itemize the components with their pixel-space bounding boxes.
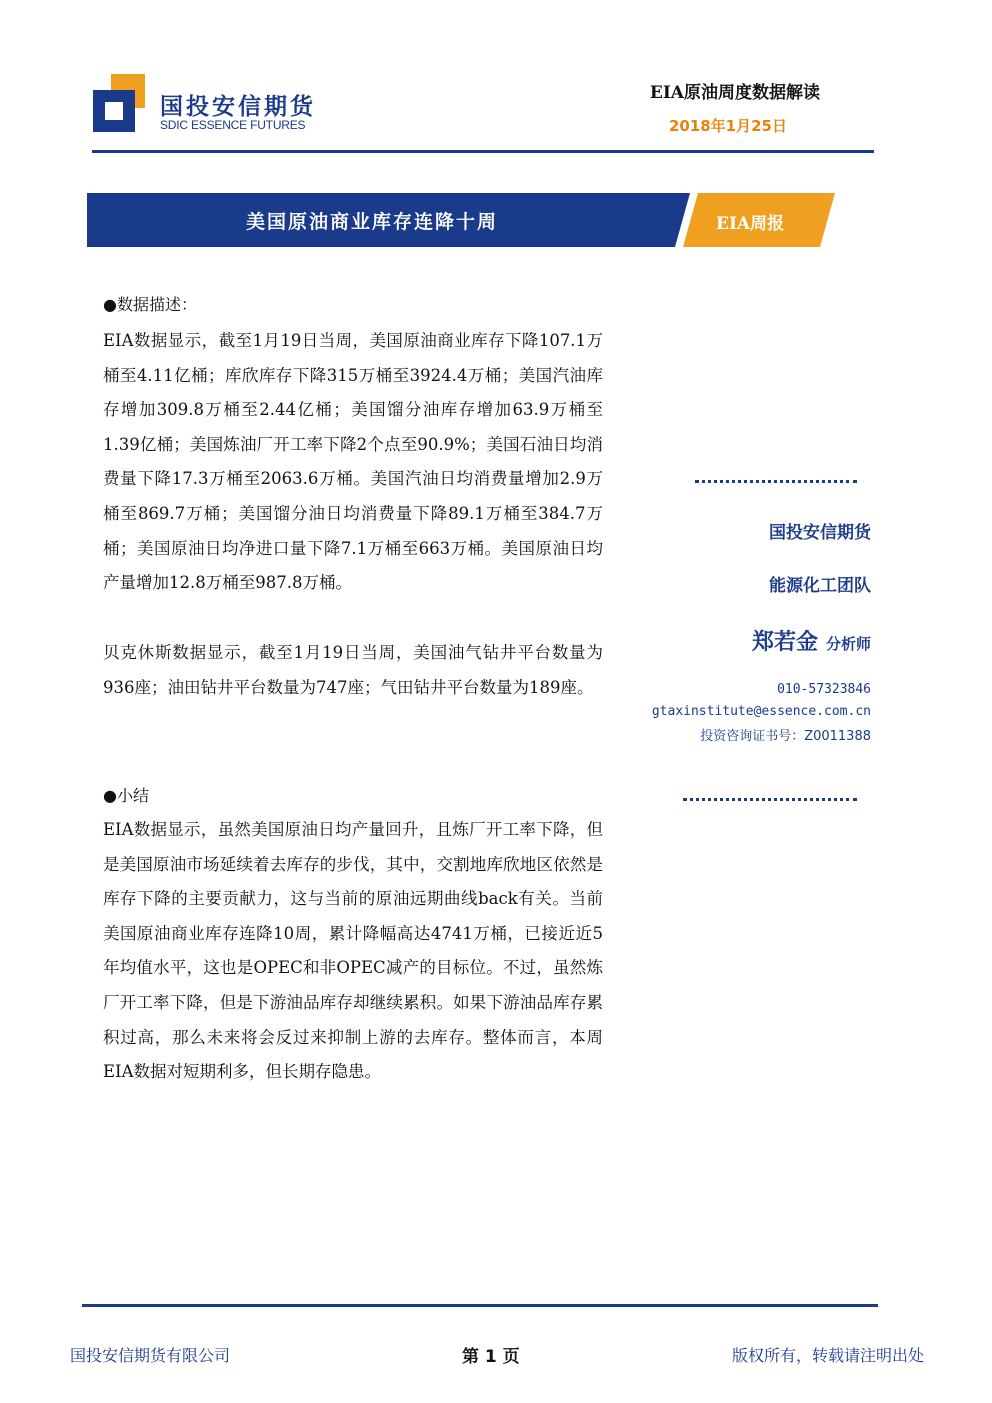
page-number: 第 1 页	[462, 1347, 520, 1367]
analyst-role: 分析师	[825, 635, 871, 653]
analyst-block	[752, 625, 871, 656]
footer-divider	[82, 1304, 878, 1307]
sidebar-bottom-divider	[683, 798, 857, 801]
report-type-tag: EIA周报	[716, 214, 785, 234]
sidebar-top-divider	[695, 480, 857, 483]
report-date: 2018年1月25日	[668, 117, 787, 135]
sidebar-team: 能源化工团队	[769, 576, 871, 596]
baker-hughes-paragraph: 贝克休斯数据显示，截至1月19日当周，美国油气钻井平台数量为936座；油田钻井平台数量为747座；气田钻井平台数量为189座。	[103, 643, 603, 697]
sidebar-company: 国投安信期货	[769, 523, 871, 543]
header-divider	[92, 150, 874, 153]
company-logo-icon	[93, 74, 145, 132]
data-description-paragraph: EIA数据显示，截至1月19日当周，美国原油商业库存下降107.1万桶至4.11亿桶；库欣库存下降315万桶至3924.4万桶；美国汽油库存增加309.8万桶至2.44亿桶；美国馏分油库存增加63.9万桶至1.39亿桶；美国炼油厂开工率下降2个点至90.9%；美国石油日均消费量下降17.3万桶至2063.6万桶。美国汽油日均消费量增加2.9万桶至869.7万桶；美国馏分油日均消费量下降89.1万桶至384.7万桶；美国原油日均净进口量下降7.1万桶至663万桶。美国原油日均产量增加12.8万桶至987.8万桶。	[103, 331, 603, 593]
analyst-email: gtaxinstitute@essence.com.cn	[651, 704, 871, 719]
logo-company-name-en: SDIC ESSENCE FUTURES	[160, 118, 306, 132]
headline-text: 美国原油商业库存连降十周	[246, 211, 499, 233]
analyst-name: 郑若金	[751, 630, 818, 655]
data-section-heading: ●数据描述：	[103, 295, 197, 314]
analyst-phone: 010-57323846	[777, 682, 871, 697]
summary-paragraph: EIA数据显示，虽然美国原油日均产量回升，且炼厂开工率下降，但是美国原油市场延续着去库存的步伐，其中，交割地库欣地区依然是库存下降的主要贡献力，这与当前的原油远期曲线back有关。当前美国原油商业库存连降10周，累计降幅高达4741万桶，已接近近5年均值水平，这也是OPEC和非OPEC减产的目标位。不过，虽然炼厂开工率下降，但是下游油品库存却继续累积。如果下游油品库存累积过高，那么未来将会反过来抑制上游的去库存。整体而言，本周EIA数据对短期利多，但长期存隐患。	[103, 820, 603, 1082]
footer-company: 国投安信期货有限公司	[70, 1346, 231, 1365]
summary-section-heading: ●小结	[103, 786, 149, 805]
report-title: EIA原油周度数据解读	[649, 83, 820, 103]
logo-company-name-cn: 国投安信期货	[160, 94, 316, 120]
footer-copyright: 版权所有，转载请注明出处	[731, 1346, 924, 1365]
analyst-license: 投资咨询证书号：Z0011388	[700, 729, 871, 744]
